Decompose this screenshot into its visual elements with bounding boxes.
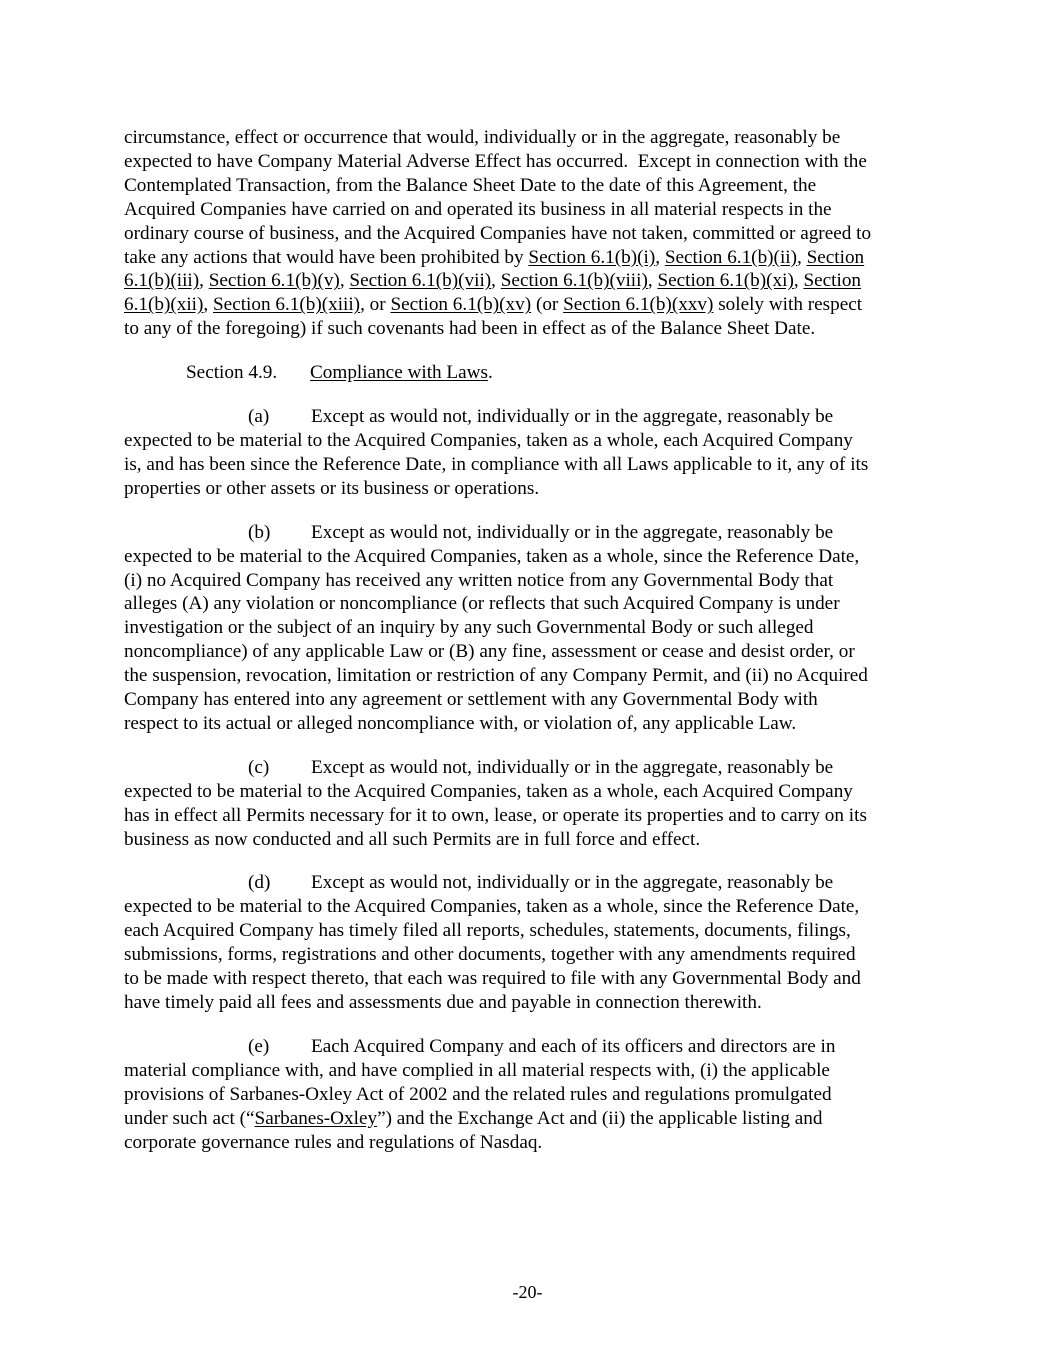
text-line <box>124 871 934 895</box>
section-reference-link[interactable]: 6.1(b)(iii) <box>124 270 200 292</box>
text-line: Company has entered into any agreement or settlement with any Governmental Body with <box>124 689 818 711</box>
text-line: the suspension, revocation, limitation or restriction of any Company Permit, and (ii) no Acquired <box>124 665 868 687</box>
text-fragment: Except as would not, individually or in the aggregate, reasonably be <box>311 872 834 894</box>
subsection-c <box>124 756 934 852</box>
subsection-label: (a) <box>248 406 270 428</box>
text-line: to be made with respect thereto, that each was required to file with any Governmental Body and <box>124 968 861 990</box>
text-line: respect to its actual or alleged noncompliance with, or violation of, any applicable Law. <box>124 712 797 734</box>
section-reference-link[interactable]: Section <box>806 246 865 268</box>
text-line: noncompliance) of any applicable Law or (B) any fine, assessment or cease and desist order, or <box>124 641 855 663</box>
text-line: expected to be material to the Acquired Companies, taken as a whole, since the Reference Date, <box>124 545 860 567</box>
text-line: has in effect all Permits necessary for it to own, lease, or operate its properties and to carry on its <box>124 804 867 826</box>
text-line <box>124 756 934 780</box>
text-line: expected to be material to the Acquired Companies, taken as a whole, each Acquired Company <box>124 780 853 802</box>
section-number: Section 4.9. <box>186 362 278 384</box>
separator: , <box>797 246 807 268</box>
separator: , or <box>360 294 391 316</box>
section-reference-link[interactable]: Section 6.1(b)(xiii) <box>213 294 361 316</box>
text-line: alleges (A) any violation or noncompliance (or reflects that such Acquired Company is under <box>124 593 840 615</box>
page-number: -20- <box>512 1282 543 1302</box>
text-fragment: take any actions that would have been prohibited by <box>124 246 529 268</box>
text-line <box>124 246 934 270</box>
section-reference-link[interactable]: 6.1(b)(xii) <box>124 294 204 316</box>
section-reference-link[interactable]: Section 6.1(b)(xi) <box>657 270 794 292</box>
subsection-b <box>124 521 934 736</box>
text-line: (i) no Acquired Company has received any written notice from any Governmental Body that <box>124 569 834 591</box>
separator: , <box>339 270 350 292</box>
text-line <box>124 1107 934 1131</box>
section-title: Compliance with Laws <box>310 362 488 384</box>
text-line: is, and has been since the Reference Date, in compliance with all Laws applicable to it, any of its <box>124 453 869 475</box>
subsection-label: (b) <box>248 521 271 543</box>
separator: , <box>199 270 209 292</box>
separator: (or <box>531 294 564 316</box>
subsection-label: (e) <box>248 1035 270 1057</box>
subsection-label: (c) <box>248 756 270 778</box>
text-line: Acquired Companies have carried on and operated its business in all material respects in the <box>124 198 832 220</box>
separator: , <box>203 294 213 316</box>
section-reference-link[interactable]: Section <box>803 270 862 292</box>
section-title-period: . <box>487 362 493 384</box>
text-line: submissions, forms, registrations and other documents, together with any amendments required <box>124 944 856 966</box>
text-line: provisions of Sarbanes-Oxley Act of 2002 and the related rules and regulations promulgated <box>124 1083 832 1105</box>
separator: , <box>491 270 501 292</box>
section-heading <box>124 361 934 385</box>
text-line <box>124 1035 934 1059</box>
text-line: Contemplated Transaction, from the Balance Sheet Date to the date of this Agreement, the <box>124 174 817 196</box>
section-reference-link[interactable]: Section 6.1(b)(vii) <box>349 270 492 292</box>
section-reference-link[interactable]: Section 6.1(b)(v) <box>208 270 340 292</box>
text-line: investigation or the subject of an inquiry by any such Governmental Body or such alleged <box>124 617 814 639</box>
text-line: ordinary course of business, and the Acquired Companies have not taken, committed or agreed to <box>124 222 872 244</box>
subsection-d <box>124 871 934 1014</box>
text-line: business as now conducted and all such Permits are in full force and effect. <box>124 828 701 850</box>
text-line <box>124 293 934 317</box>
text-line: have timely paid all fees and assessments due and payable in connection therewith. <box>124 992 762 1013</box>
text-fragment: under such act (“ <box>124 1107 255 1129</box>
section-reference-link[interactable]: Section 6.1(b)(i) <box>528 246 656 268</box>
text-line: expected to be material to the Acquired Companies, taken as a whole, each Acquired Company <box>124 429 853 451</box>
separator: , <box>655 246 665 268</box>
section-reference-link[interactable]: Section 6.1(b)(viii) <box>500 270 648 292</box>
defined-term: Sarbanes-Oxley <box>254 1107 378 1129</box>
text-line: material compliance with, and have complied in all material respects with, (i) the applicable <box>124 1059 830 1081</box>
text-fragment: Except as would not, individually or in the aggregate, reasonably be <box>311 756 834 778</box>
subsection-a <box>124 405 934 501</box>
text-line: expected to be material to the Acquired Companies, taken as a whole, since the Reference Date, <box>124 896 860 918</box>
text-line: to any of the foregoing) if such covenants had been in effect as of the Balance Sheet Date. <box>124 318 816 340</box>
text-line: each Acquired Company has timely filed all reports, schedules, statements, documents, filings, <box>124 920 851 942</box>
text-line <box>124 269 934 293</box>
separator: , <box>647 270 658 292</box>
text-line: corporate governance rules and regulations of Nasdaq. <box>124 1131 543 1153</box>
subsection-e <box>124 1035 934 1155</box>
text-line <box>124 521 934 545</box>
text-line: expected to have Company Material Adverse Effect has occurred. Except in connection with the <box>124 150 867 172</box>
text-fragment: Except as would not, individually or in the aggregate, reasonably be <box>311 406 834 428</box>
text-fragment: solely with respect <box>713 294 863 316</box>
separator: , <box>793 270 804 292</box>
section-reference-link[interactable]: Section 6.1(b)(ii) <box>664 246 797 268</box>
text-line: circumstance, effect or occurrence that would, individually or in the aggregate, reasonably be <box>124 127 841 148</box>
text-fragment: Each Acquired Company and each of its officers and directors are in <box>311 1035 836 1057</box>
text-line: properties or other assets or its business or operations. <box>124 477 540 499</box>
section-reference-link[interactable]: Section 6.1(b)(xxv) <box>563 294 714 316</box>
document-page <box>124 126 934 1154</box>
section-reference-link[interactable]: Section 6.1(b)(xv) <box>390 294 532 316</box>
text-fragment: ”) and the Exchange Act and (ii) the applicable listing and <box>377 1107 823 1129</box>
text-fragment: Except as would not, individually or in the aggregate, reasonably be <box>311 521 834 543</box>
continuation-paragraph <box>124 126 934 341</box>
subsection-label: (d) <box>248 872 271 894</box>
text-line <box>124 405 934 429</box>
